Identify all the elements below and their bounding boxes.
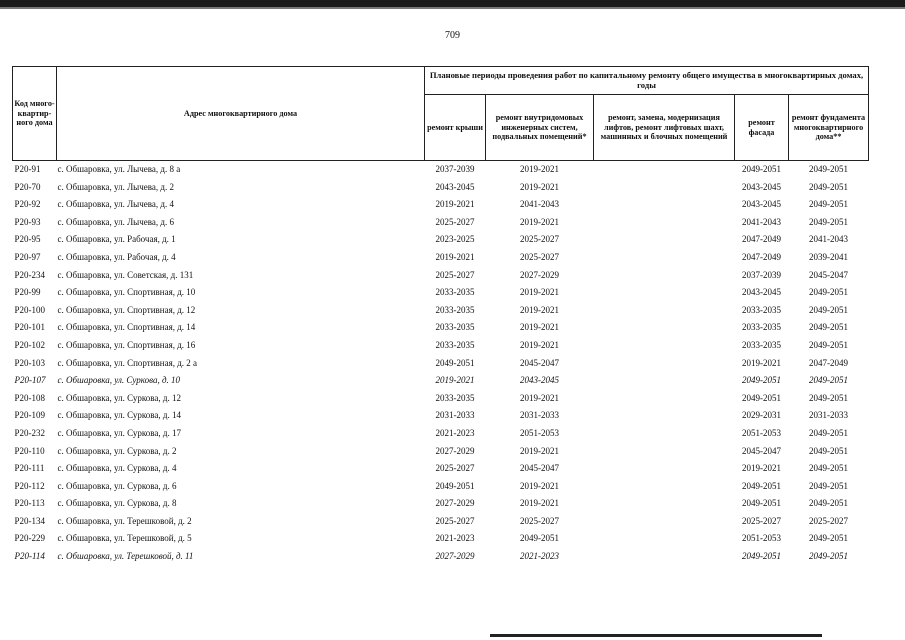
address-cell: с. Обшаровка, ул. Суркова, д. 6 (57, 480, 177, 491)
systems-period-cell: 2019-2021 (520, 498, 559, 509)
lifts-period-cell (594, 495, 735, 513)
table-row (13, 161, 869, 179)
lifts-period-cell (594, 231, 735, 249)
roof-period-cell: 2025-2027 (435, 269, 475, 280)
code-cell: Р20-114 (14, 551, 45, 562)
header-address: Адрес многоквартирного дома (57, 67, 425, 161)
code-cell: Р20-103 (14, 357, 46, 368)
table-row (13, 196, 869, 214)
table-row (13, 478, 869, 496)
facade-period-cell: 2033-2035 (742, 339, 781, 350)
roof-period-cell: 2025-2027 (435, 216, 475, 227)
code-cell: Р20-110 (14, 445, 45, 456)
lifts-period-cell (594, 302, 735, 320)
foundation-period-cell: 2045-2047 (809, 269, 848, 280)
code-cell: Р20-234 (14, 269, 46, 280)
code-cell: Р20-109 (14, 410, 46, 421)
facade-period-cell: 2043-2045 (742, 287, 781, 298)
header-work-periods: Плановые периоды проведения работ по капитальному ремонту общего имущества в многоквартирных домах, годы (425, 67, 869, 95)
systems-period-cell: 2025-2027 (520, 234, 559, 245)
roof-period-cell: 2019-2021 (435, 375, 475, 386)
address-cell: с. Обшаровка, ул. Советская, д. 131 (57, 269, 194, 280)
foundation-period-cell: 2049-2051 (809, 322, 848, 333)
systems-period-cell: 2019-2021 (520, 322, 559, 333)
table-row (13, 495, 869, 513)
foundation-period-cell: 2039-2041 (809, 251, 848, 262)
table-row (13, 249, 869, 267)
facade-period-cell: 2045-2047 (742, 445, 781, 456)
roof-period-cell: 2021-2023 (435, 427, 475, 438)
lifts-period-cell (594, 267, 735, 285)
header-foundation: ремонт фундамента многоквартирного дома** (789, 95, 869, 161)
header-code: Код много-квартир-ного дома (13, 67, 57, 161)
table-row (13, 548, 869, 566)
address-cell: с. Обшаровка, ул. Спортивная, д. 10 (57, 287, 196, 298)
table-body (13, 161, 869, 566)
systems-period-cell: 2045-2047 (520, 463, 559, 474)
facade-period-cell: 2051-2053 (742, 533, 781, 544)
systems-period-cell: 2027-2029 (520, 269, 559, 280)
address-cell: с. Обшаровка, ул. Терешковой, д. 11 (57, 551, 194, 562)
systems-period-cell: 2019-2021 (520, 392, 559, 403)
code-cell: Р20-100 (14, 304, 46, 315)
systems-period-cell: 2019-2021 (520, 480, 559, 491)
lifts-period-cell (594, 548, 735, 566)
table-row (13, 513, 869, 531)
roof-period-cell: 2019-2021 (435, 251, 475, 262)
address-cell: с. Обшаровка, ул. Терешковой, д. 5 (57, 533, 192, 544)
lifts-period-cell (594, 460, 735, 478)
roof-period-cell: 2027-2029 (435, 551, 475, 562)
facade-period-cell: 2047-2049 (742, 234, 781, 245)
address-cell: с. Обшаровка, ул. Лычева, д. 4 (57, 199, 174, 210)
code-cell: Р20-102 (14, 339, 46, 350)
lifts-period-cell (594, 372, 735, 390)
foundation-period-cell: 2049-2051 (809, 551, 848, 562)
address-cell: с. Обшаровка, ул. Суркова, д. 10 (57, 375, 181, 386)
code-cell: Р20-134 (14, 515, 46, 526)
systems-period-cell: 2019-2021 (520, 339, 559, 350)
roof-period-cell: 2023-2025 (435, 234, 475, 245)
address-cell: с. Обшаровка, ул. Суркова, д. 4 (57, 463, 177, 474)
table-row (13, 460, 869, 478)
systems-period-cell: 2025-2027 (520, 251, 559, 262)
systems-period-cell: 2019-2021 (520, 164, 559, 174)
systems-period-cell: 2019-2021 (520, 445, 559, 456)
facade-period-cell: 2049-2051 (742, 498, 781, 509)
systems-period-cell: 2019-2021 (520, 216, 559, 227)
systems-period-cell: 2043-2045 (520, 375, 559, 386)
systems-period-cell: 2041-2043 (520, 199, 559, 210)
foundation-period-cell: 2049-2051 (809, 216, 848, 227)
foundation-period-cell: 2049-2051 (809, 164, 848, 174)
address-cell: с. Обшаровка, ул. Терешковой, д. 2 (57, 515, 192, 526)
lifts-period-cell (594, 319, 735, 337)
facade-period-cell: 2019-2021 (742, 463, 781, 474)
roof-period-cell: 2025-2027 (435, 515, 475, 526)
facade-period-cell: 2049-2051 (742, 551, 781, 562)
roof-period-cell: 2049-2051 (435, 480, 475, 491)
code-cell: Р20-97 (14, 251, 41, 262)
code-cell: Р20-232 (14, 427, 46, 438)
table-row (13, 179, 869, 197)
address-cell: с. Обшаровка, ул. Лычева, д. 2 (57, 181, 174, 192)
code-cell: Р20-111 (14, 463, 45, 474)
foundation-period-cell: 2049-2051 (809, 498, 848, 509)
foundation-period-cell: 2049-2051 (809, 199, 848, 210)
facade-period-cell: 2049-2051 (742, 480, 781, 491)
systems-period-cell: 2049-2051 (520, 533, 559, 544)
code-cell: Р20-112 (14, 480, 45, 491)
code-cell: Р20-229 (14, 533, 46, 544)
top-border-bar (0, 0, 905, 7)
table-row (13, 355, 869, 373)
lifts-period-cell (594, 284, 735, 302)
address-cell: с. Обшаровка, ул. Спортивная, д. 2 а (57, 357, 198, 368)
facade-period-cell: 2043-2045 (742, 199, 781, 210)
address-cell: с. Обшаровка, ул. Лычева, д. 6 (57, 216, 174, 227)
lifts-period-cell (594, 443, 735, 461)
foundation-period-cell: 2049-2051 (809, 392, 848, 403)
address-cell: с. Обшаровка, ул. Лычева, д. 8 а (57, 164, 181, 174)
code-cell: Р20-93 (14, 216, 41, 227)
table-row (13, 284, 869, 302)
roof-period-cell: 2027-2029 (435, 445, 475, 456)
systems-period-cell: 2019-2021 (520, 287, 559, 298)
lifts-period-cell (594, 179, 735, 197)
facade-period-cell: 2037-2039 (742, 269, 781, 280)
address-cell: с. Обшаровка, ул. Рабочая, д. 1 (57, 234, 176, 245)
facade-period-cell: 2049-2051 (742, 164, 781, 174)
roof-period-cell: 2025-2027 (435, 463, 475, 474)
facade-period-cell: 2019-2021 (742, 357, 781, 368)
systems-period-cell: 2031-2033 (520, 410, 559, 421)
capital-repair-table (12, 66, 869, 566)
code-cell: Р20-107 (14, 375, 46, 386)
foundation-period-cell: 2049-2051 (809, 304, 848, 315)
facade-period-cell: 2047-2049 (742, 251, 781, 262)
table-row (13, 407, 869, 425)
foundation-period-cell: 2041-2043 (809, 234, 848, 245)
header-systems: ремонт внутридомовых инженерных систем, подвальных помещений* (486, 95, 594, 161)
lifts-period-cell (594, 478, 735, 496)
facade-period-cell: 2029-2031 (742, 410, 781, 421)
address-cell: с. Обшаровка, ул. Суркова, д. 8 (57, 498, 177, 509)
roof-period-cell: 2031-2033 (435, 410, 475, 421)
roof-period-cell: 2033-2035 (435, 322, 475, 333)
code-cell: Р20-91 (14, 164, 41, 174)
header-facade: ремонт фасада (735, 95, 789, 161)
code-cell: Р20-70 (14, 181, 41, 192)
address-cell: с. Обшаровка, ул. Спортивная, д. 14 (57, 322, 196, 333)
facade-period-cell: 2033-2035 (742, 304, 781, 315)
table-row (13, 425, 869, 443)
roof-period-cell: 2021-2023 (435, 533, 475, 544)
table-row (13, 372, 869, 390)
roof-period-cell: 2033-2035 (435, 392, 475, 403)
roof-period-cell: 2033-2035 (435, 339, 475, 350)
roof-period-cell: 2033-2035 (435, 287, 475, 298)
systems-period-cell: 2021-2023 (520, 551, 559, 562)
address-cell: с. Обшаровка, ул. Спортивная, д. 12 (57, 304, 196, 315)
foundation-period-cell: 2047-2049 (809, 357, 848, 368)
table-row (13, 214, 869, 232)
code-cell: Р20-99 (14, 287, 41, 298)
header-row-group (13, 67, 869, 95)
lifts-period-cell (594, 530, 735, 548)
address-cell: с. Обшаровка, ул. Рабочая, д. 4 (57, 251, 176, 262)
lifts-period-cell (594, 214, 735, 232)
table-row (13, 231, 869, 249)
foundation-period-cell: 2049-2051 (809, 339, 848, 350)
top-border-line (0, 7, 905, 9)
lifts-period-cell (594, 407, 735, 425)
table-row (13, 267, 869, 285)
foundation-period-cell: 2049-2051 (809, 181, 848, 192)
systems-period-cell: 2019-2021 (520, 304, 559, 315)
address-cell: с. Обшаровка, ул. Суркова, д. 12 (57, 392, 181, 403)
table-row (13, 530, 869, 548)
foundation-period-cell: 2049-2051 (809, 375, 848, 386)
foundation-period-cell: 2049-2051 (809, 480, 848, 491)
foundation-period-cell: 2025-2027 (809, 515, 848, 526)
table-row (13, 302, 869, 320)
systems-period-cell: 2051-2053 (520, 427, 559, 438)
header-roof: ремонт крыши (425, 95, 486, 161)
roof-period-cell: 2043-2045 (435, 181, 475, 192)
foundation-period-cell: 2049-2051 (809, 463, 848, 474)
facade-period-cell: 2033-2035 (742, 322, 781, 333)
facade-period-cell: 2051-2053 (742, 427, 781, 438)
table-row (13, 390, 869, 408)
lifts-period-cell (594, 425, 735, 443)
address-cell: с. Обшаровка, ул. Суркова, д. 2 (57, 445, 177, 456)
code-cell: Р20-92 (14, 199, 41, 210)
address-cell: с. Обшаровка, ул. Суркова, д. 14 (57, 410, 181, 421)
code-cell: Р20-101 (14, 322, 46, 333)
table-row (13, 443, 869, 461)
lifts-period-cell (594, 337, 735, 355)
header-lifts: ремонт, замена, модернизация лифтов, ремонт лифтовых шахт, машинных и блочных помещений (594, 95, 735, 161)
roof-period-cell: 2037-2039 (435, 164, 475, 174)
code-cell: Р20-113 (14, 498, 45, 509)
bottom-rule (490, 634, 822, 637)
lifts-period-cell (594, 390, 735, 408)
foundation-period-cell: 2031-2033 (809, 410, 848, 421)
roof-period-cell: 2027-2029 (435, 498, 475, 509)
code-cell: Р20-108 (14, 392, 46, 403)
lifts-period-cell (594, 249, 735, 267)
foundation-period-cell: 2049-2051 (809, 427, 848, 438)
facade-period-cell: 2041-2043 (742, 216, 781, 227)
systems-period-cell: 2045-2047 (520, 357, 559, 368)
facade-period-cell: 2043-2045 (742, 181, 781, 192)
lifts-period-cell (594, 355, 735, 373)
address-cell: с. Обшаровка, ул. Суркова, д. 17 (57, 427, 181, 438)
lifts-period-cell (594, 513, 735, 531)
foundation-period-cell: 2049-2051 (809, 287, 848, 298)
facade-period-cell: 2049-2051 (742, 392, 781, 403)
roof-period-cell: 2049-2051 (435, 357, 475, 368)
address-cell: с. Обшаровка, ул. Спортивная, д. 16 (57, 339, 196, 350)
foundation-period-cell: 2049-2051 (809, 445, 848, 456)
facade-period-cell: 2025-2027 (742, 515, 781, 526)
systems-period-cell: 2019-2021 (520, 181, 559, 192)
table-row (13, 319, 869, 337)
code-cell: Р20-95 (14, 234, 41, 245)
facade-period-cell: 2049-2051 (742, 375, 781, 386)
page-number: 709 (445, 30, 460, 41)
lifts-period-cell (594, 161, 735, 179)
roof-period-cell: 2019-2021 (435, 199, 475, 210)
systems-period-cell: 2025-2027 (520, 515, 559, 526)
roof-period-cell: 2033-2035 (435, 304, 475, 315)
lifts-period-cell (594, 196, 735, 214)
foundation-period-cell: 2049-2051 (809, 533, 848, 544)
table-row (13, 337, 869, 355)
